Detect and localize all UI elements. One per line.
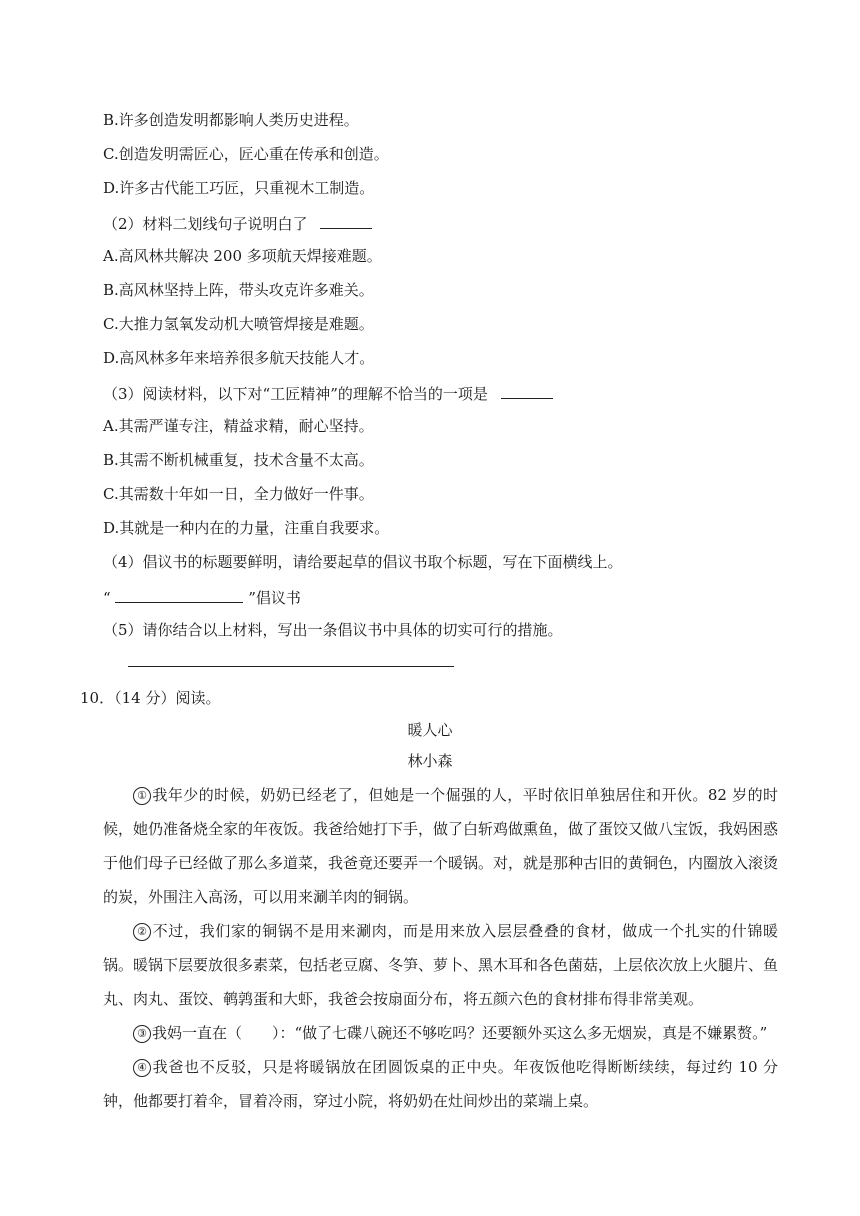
answer-blank-3[interactable] (501, 382, 553, 399)
paragraph-3 (103, 1016, 778, 1050)
title-answer-blank[interactable] (115, 586, 243, 603)
q9-option-d2: D.高风林多年来培养很多航天技能人才。 (103, 349, 375, 367)
paragraph-2 (103, 914, 778, 1016)
paragraph-number-2: ② (133, 923, 151, 941)
paragraph-1 (103, 778, 778, 914)
paragraph-3-text: 我妈一直在（ ）：“做了七碟八碗还不够吃吗？还要额外买这么多无烟炭，真是不嫌累赘。” (152, 1024, 768, 1042)
answer-blank-2[interactable] (320, 212, 372, 229)
q10-header: 10．（14 分）阅读。 (80, 689, 221, 707)
paragraph-2-text: 不过，我们家的铜锅不是用来涮肉，而是用来放入层层叠叠的食材，做成一个扎实的什锦暖锅。暖锅下层要放很多素菜，包括老豆腐、冬笋、萝卜、黑木耳和各色菌菇，上层依次放上火腿片、鱼丸、肉丸、蛋饺、鹌鹑蛋和大虾，我爸会按扇面分布，将五颜六色的食材排布得非常美观。 (103, 922, 779, 1008)
q9-option-a3: A.其需严谨专注，精益求精，耐心坚持。 (103, 417, 374, 435)
q9-option-a2: A.高风林共解决 200 多项航天焊接难题。 (103, 247, 382, 265)
q9-option-d3: D.其就是一种内在的力量，注重自我要求。 (103, 519, 390, 537)
q9-option-b3: B.其需不断机械重复，技术含量不太高。 (103, 451, 374, 469)
q9-option-c2: C.大推力氢氧发动机大喷管焊接是难题。 (103, 315, 374, 333)
q9-subquestion-2 (103, 212, 372, 234)
passage-author: 林小森 (407, 752, 453, 770)
paragraph-1-text: 我年少的时候，奶奶已经老了，但她是一个倔强的人，平时依旧单独居住和开伙。82 岁的时候，她仍准备烧全家的年夜饭。我爸给她打下手，做了白斩鸡做熏鱼，做了蛋饺又做八宝饭，我妈困惑于他们母子已经做了那么多道菜，我爸竟还要弄一个暖锅。对，就是那种古旧的黄铜色，内圈放入滚烫的炭，外围注入高汤，可以用来涮羊肉的铜锅。 (103, 786, 779, 906)
passage-title: 暖人心 (407, 721, 453, 739)
title-suffix: ”倡议书 (248, 589, 301, 607)
q9-option-b2: B.高风林坚持上阵，带头攻克许多难关。 (103, 281, 374, 299)
paragraph-4 (103, 1050, 778, 1118)
paragraph-number-1: ① (133, 787, 151, 805)
subquestion-3-text: （3）阅读材料，以下对“工匠精神”的理解不恰当的一项是 (103, 385, 488, 403)
q9-subquestion-3 (103, 382, 553, 404)
q9-subquestion-4: （4）倡议书的标题要鲜明，请给要起草的倡议书取个标题，写在下面横线上。 (103, 553, 623, 571)
q9-subquestion-5: （5）请你结合以上材料，写出一条倡议书中具体的切实可行的措施。 (103, 621, 563, 639)
paragraph-number-3: ③ (133, 1025, 151, 1043)
q9-option-b1: B.许多创造发明都影响人类历史进程。 (103, 111, 359, 129)
subquestion-2-text: （2）材料二划线句子说明白了 (103, 215, 308, 233)
paragraph-number-4: ④ (133, 1059, 151, 1077)
proposal-title-line (103, 586, 301, 608)
measure-answer-line[interactable] (128, 665, 454, 667)
q9-option-c3: C.其需数十年如一日，全力做好一件事。 (103, 485, 374, 503)
paragraph-4-text: 我爸也不反驳，只是将暖锅放在团圆饭桌的正中央。年夜饭他吃得断断续续，每过约 10 分钟，他都要打着伞，冒着冷雨，穿过小院，将奶奶在灶间炒出的菜端上桌。 (103, 1058, 778, 1110)
q9-option-d1: D.许多古代能工巧匠，只重视木工制造。 (103, 179, 375, 197)
q9-option-c1: C.创造发明需匠心，匠心重在传承和创造。 (103, 145, 389, 163)
title-open-quote: “ (103, 589, 111, 607)
